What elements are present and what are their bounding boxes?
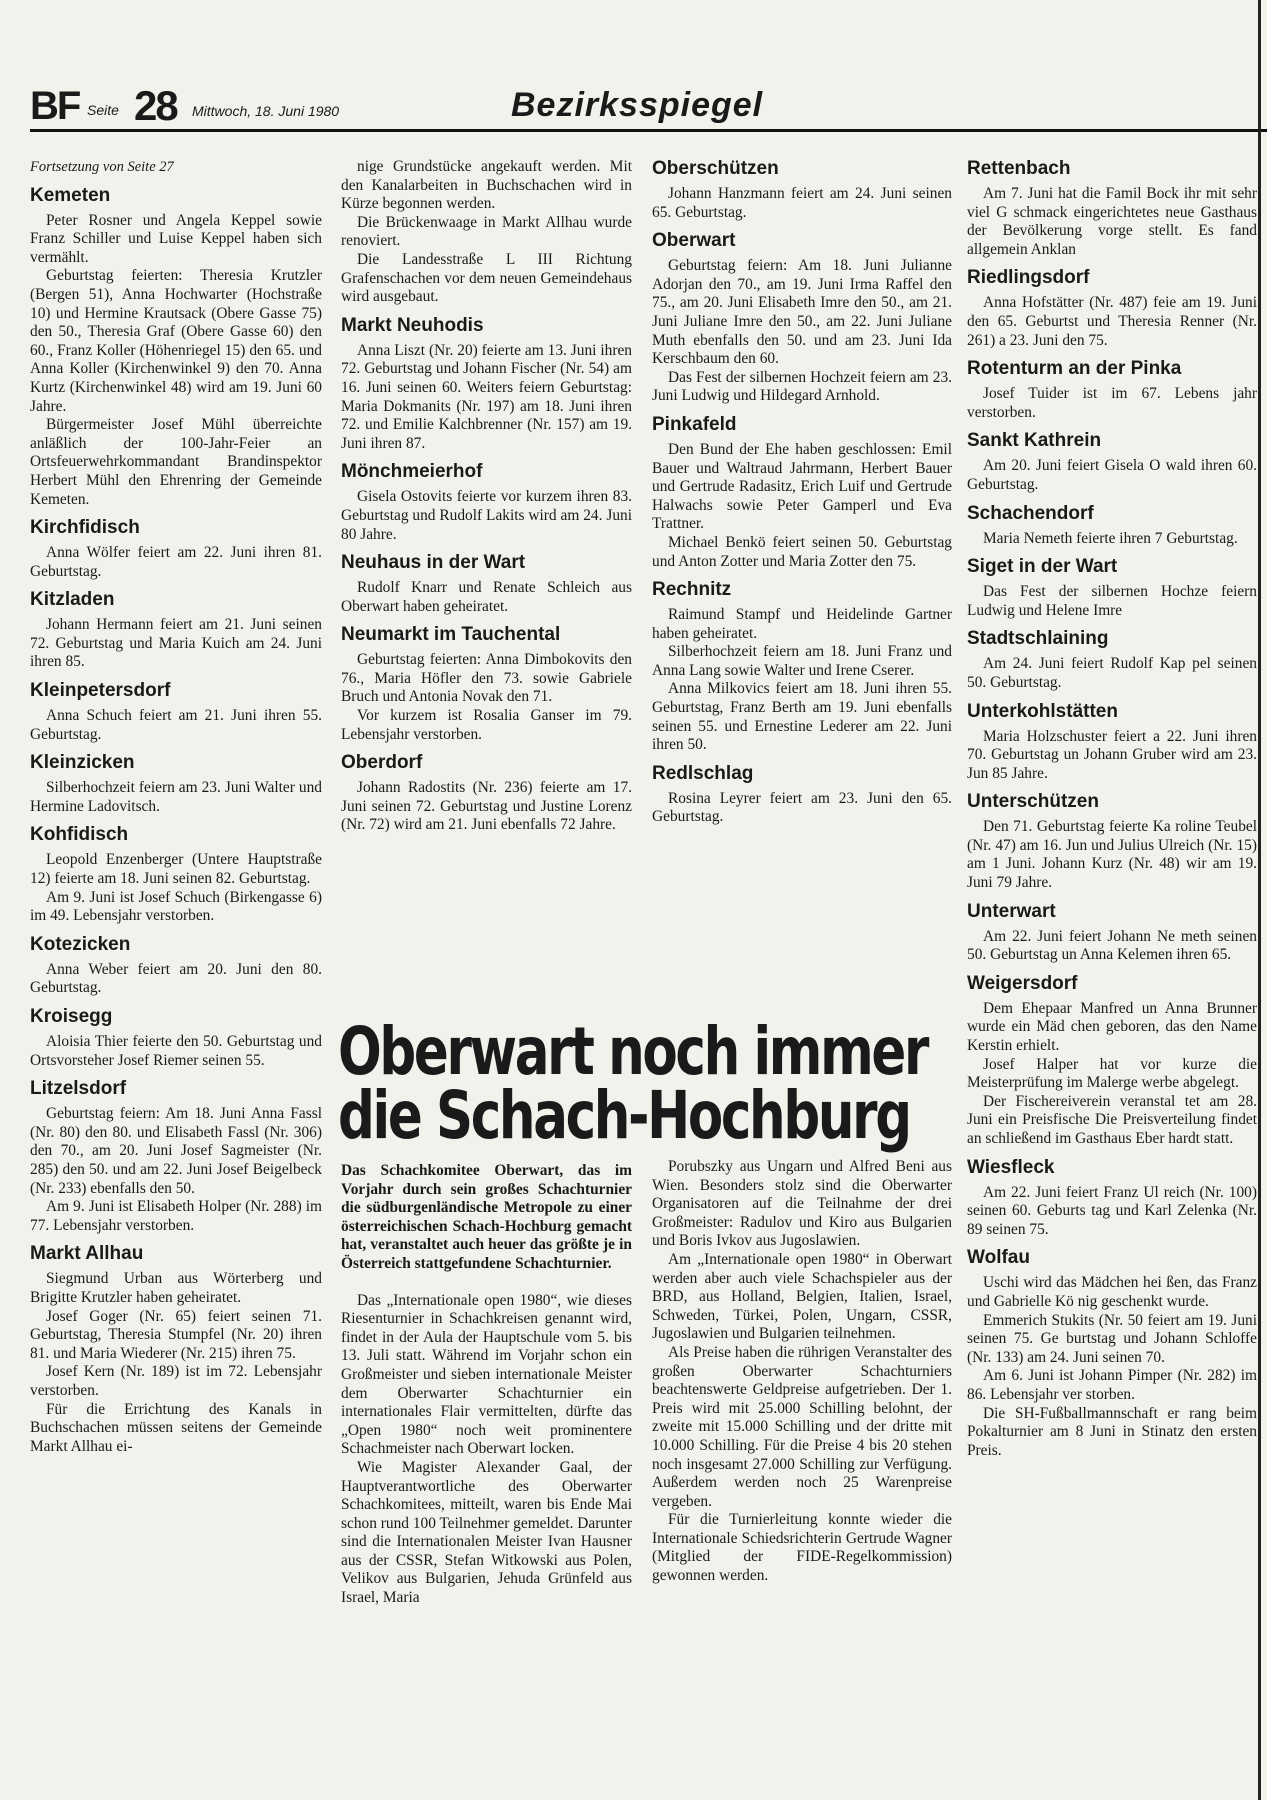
news-paragraph: Josef Tuider ist im 67. Lebens jahr verstorben. [967,385,1257,421]
masthead [30,82,1267,130]
news-paragraph: Johann Hermann feiert am 21. Juni seinen 72. Geburtstag und Maria Kuich am 24. Juni ihren 85. [30,616,322,671]
news-paragraph: Raimund Stampf und Heidelinde Gartner haben geheiratet. [652,606,952,642]
place-heading: Kotezicken [30,933,131,955]
place-heading: Kleinpetersdorf [30,680,171,702]
column-blocks [341,158,632,835]
place-heading: Wiesfleck [967,1156,1055,1178]
news-paragraph: Johann Radostits (Nr. 236) feierte am 17. Juni seinen 72. Geburtstag und Justine Lorenz (Nr. 72) wird am 21. Juni ebenfalls 72 Jahre. [341,779,632,834]
feature-paras [652,1158,952,1586]
news-paragraph: Rudolf Knarr und Renate Schleich aus Oberwart haben geheiratet. [341,579,632,615]
place-heading: Rechnitz [652,579,732,601]
feature-paragraph: Als Preise haben die rührigen Veranstalter des großen Oberwarter Schachturniers beachtenswerte Geldpreise aufgetrieben. Der 1. Preis wird mit 25.000 Schilling belohnt, der zweite mit 15.000 Schilling und der dritte mit 10.000 Schilling. Für die Preise 4 bis 20 stehen noch insgesamt 27.000 Schilling zur Verfügung. Außerdem werden noch 25 Warenpreise vergeben. [652,1343,952,1510]
news-paragraph: Am 22. Juni feiert Johann Ne meth seinen 50. Geburtstag un Anna Kelemen ihren 65. [967,927,1257,964]
page-label: Seite [87,102,119,118]
feature-headline [338,1013,928,1154]
news-paragraph: Den 71. Geburtstag feierte Ka roline Teubel (Nr. 47) am 16. Jun und Julius Ulreich (Nr. 15) am 1 Juni. Johann Kurz (Nr. 48) wir am 19. Juni 79 Jahre. [967,818,1257,892]
place-heading: Sankt Kathrein [967,430,1102,452]
place-heading: Unterschützen [967,791,1099,813]
feature-paragraph: Wie Magister Alexander Gaal, der Hauptverantwortliche des Oberwarter Schachkomitees, mitteilt, waren bis Ende Mai schon rund 100 Teilnehmer gemeldet. Darunter sind die Internationalen Meister Ivan Hausner aus der CSSR, Stefan Witkowski aus Polen, Velikov aus Bulgarien, Jehuda Grünfeld aus Israel, Maria [341,1458,632,1607]
news-paragraph: Josef Goger (Nr. 65) feiert seinen 71. Geburtstag, Theresia Stumpfel (Nr. 20) ihren 81. und Maria Wiederer (Nr. 215) ihren 75. [30,1307,322,1362]
place-heading: Redlschlag [652,762,754,784]
issue-date: Mittwoch, 18. Juni 1980 [192,103,340,119]
place-heading: Oberschützen [652,158,779,179]
news-paragraph: Maria Holzschuster feiert a 22. Juni ihren 70. Geburtstag un Johann Gruber wird am 23. Jun 85 Jahre. [967,727,1257,782]
news-paragraph: Josef Halper hat vor kurze die Meisterprüfung im Malerge werbe abgelegt. [967,1055,1257,1092]
feature-column-a [341,1162,632,1608]
news-paragraph: Michael Benkö feiert seinen 50. Geburtstag und Anton Zotter und Maria Zotter den 75. [652,533,952,570]
news-paragraph: Der Fischereiverein veranstal tet am 28. Juni ein Preisfische Die Preisverteilung findet an schließend im Gasthaus Eber hardt statt. [967,1092,1257,1147]
news-paragraph: Silberhochzeit feiern am 18. Juni Franz und Anna Lang sowie Walter und Irene Cserer. [652,643,952,679]
news-paragraph: Emmerich Stukits (Nr. 50 feiert am 19. Juni seinen 75. Ge burtstag und Johann Schloffe (Nr. 133) am 24. Juni seinen 70. [967,1311,1257,1366]
news-paragraph: Leopold Enzenberger (Untere Hauptstraße 12) feierte am 18. Juni seinen 82. Geburtstag. [30,851,322,888]
page-edge [1258,0,1261,1800]
news-paragraph: Johann Hanzmann feiert am 24. Juni seinen 65. Geburtstag. [652,185,952,221]
place-heading: Unterwart [967,900,1056,922]
place-heading: Oberdorf [341,752,423,774]
place-heading: Kirchfidisch [30,517,140,539]
headline-line-1: Oberwart noch immer [338,1013,928,1090]
place-heading: Kemeten [30,184,111,206]
column-blocks [30,185,322,1457]
news-paragraph: Am 22. Juni feiert Franz Ul reich (Nr. 100) seinen 60. Geburts tag und Karl Zelenka (Nr. 89 seinen 75. [967,1183,1257,1238]
place-heading: Weigersdorf [967,972,1078,994]
news-paragraph: Dem Ehepaar Manfred un Anna Brunner wurde ein Mäd chen geboren, das den Name Kerstin erhielt. [967,999,1257,1055]
feature-paragraph: Für die Turnierleitung konnte wieder die Internationale Schiedsrichterin Gertrude Wagner (Mitglied der FIDE-Regelkommission) gewonnen werden. [652,1511,952,1585]
place-heading: Neuhaus in der Wart [341,552,526,574]
place-heading: Mönchmeierhof [341,461,483,483]
news-paragraph: Anna Milkovics feiert am 18. Juni ihren 55. Geburtstag, Franz Berth am 19. Juni ebenfalls seinen 55. und Ernestine Lederer am 22. Juni ihren 50. [652,680,952,754]
news-paragraph: Geburtstag feierten: Anna Dimbokovits den 76., Maria Höfler den 73. sowie Gabriele Bruch und Antonia Novak den 71. [341,651,632,706]
news-paragraph: Am 20. Juni feiert Gisela O wald ihren 60. Geburtstag. [967,457,1257,493]
news-paragraph: Anna Weber feiert am 20. Juni den 80. Geburtstag. [30,960,322,997]
feature-lead: Das Schachkomitee Oberwart, das im Vorjahr durch sein großes Schachturnier die südburgenländische Metropole zu einer österreichischen Schach-Hochburg gemacht hat, veranstaltet auch heuer das größte je in Österreich stattgefundene Schachturnier. [341,1162,632,1272]
news-paragraph: Anna Hofstätter (Nr. 487) feie am 19. Juni den 65. Geburtst und Theresia Renner (Nr. 261) a 23. Juni den 75. [967,294,1257,349]
place-heading: Schachendorf [967,502,1094,524]
news-paragraph: Das Fest der silbernen Hochzeit feiern am 23. Juni Ludwig und Hildegard Arnhold. [652,368,952,405]
place-heading: Siget in der Wart [967,556,1118,578]
feature-column-b [652,1158,952,1586]
news-paragraph: Anna Schuch feiert am 21. Juni ihren 55. Geburtstag. [30,707,322,743]
place-heading: Kleinzicken [30,752,135,774]
news-paragraph: Die SH-Fußballmannschaft er rang beim Pokalturnier am 8 Juni in Stinatz den ersten Preis. [967,1404,1257,1459]
place-heading: Rotenturm an der Pinka [967,358,1182,380]
news-paragraph: Aloisia Thier feierte den 50. Geburtstag und Ortsvorsteher Josef Riemer seinen 55. [30,1033,322,1069]
news-paragraph: Bürgermeister Josef Mühl überreichte anläßlich der 100-Jahr-Feier an Ortsfeuerwehrkommandant Brandinspektor Herbert Mühl den Ehrenring der Gemeinde Kemeten. [30,416,322,508]
place-heading: Markt Allhau [30,1243,144,1265]
place-heading: Pinkafeld [652,413,737,435]
news-paragraph: Die Landesstraße L III Richtung Grafenschachen vor dem neuen Gemeindehaus wird ausgebaut. [341,250,632,306]
news-paragraph: Geburtstag feierten: Theresia Krutzler (Bergen 51), Anna Hochwarter (Hochstraße 10) und Hermine Krautsack (Obere Gasse 75) den 50., Theresia Graf (Obere Gasse 60) den 60., Franz Koller (Höhenriegel 15) den 65. und Anna Koller (Kirchenwinkel 9) den 70. Anna Kurtz (Kirchenwinkel 48) wird am 19. Juni 60 Jahre. [30,267,322,415]
section-title: Bezirksspiegel [511,86,764,124]
news-paragraph: Am 9. Juni ist Josef Schuch (Birkengasse 6) im 49. Lebensjahr verstorben. [30,888,322,925]
place-heading: Unterkohlstätten [967,700,1118,722]
news-paragraph: Am 7. Juni hat die Famil Bock ihr mit sehr viel G schmack eingerichtetes neue Gasthaus der Bevölkerung vorge stellt. Es fand allgemein Anklan [967,185,1257,258]
news-paragraph: Für die Errichtung des Kanals in Buchschachen müssen seitens der Gemeinde Markt Allhau ei- [30,1400,322,1455]
column-2 [341,158,632,835]
place-heading: Litzelsdorf [30,1078,127,1100]
continuation-note: Fortsetzung von Seite 27 [30,159,174,175]
news-paragraph: Am 9. Juni ist Elisabeth Holper (Nr. 288) im 77. Lebensjahr verstorben. [30,1198,322,1234]
masthead-rule [30,129,1267,132]
news-paragraph: Rosina Leyrer feiert am 23. Juni den 65. Geburtstag. [652,789,952,826]
news-paragraph: Maria Nemeth feierte ihren 7 Geburtstag. [983,529,1238,547]
headline-line-2: die Schach-Hochburg [338,1077,910,1154]
place-heading: Kroisegg [30,1006,113,1027]
news-paragraph: Uschi wird das Mädchen hei ßen, das Franz und Gabrielle Kö nig geschenkt wurde. [967,1274,1257,1310]
place-heading: Stadtschlaining [967,628,1109,650]
feature-paras [341,1292,632,1608]
news-paragraph: Vor kurzem ist Rosalia Ganser im 79. Lebensjahr verstorben. [341,707,632,743]
news-paragraph: Silberhochzeit feiern am 23. Juni Walter und Hermine Ladovitsch. [30,779,322,815]
place-heading: Riedlingsdorf [967,267,1090,289]
paper-logo: BF [30,84,80,128]
place-heading: Rettenbach [967,158,1071,179]
feature-paragraph: Das „Internationale open 1980“, wie dieses Riesenturnier in Schachkreisen genannt wird, findet in der Aula der Hauptschule vom 5. bis 13. Juli statt. Während im Vorjahr schon ein Großmeister und sieben internationale Meister dem Oberwarter Schachturnier ein internationales Flair vermittelten, dürfte das „Open 1980“ noch weit prominentere Schachmeister nach Oberwart locken. [341,1291,632,1458]
place-heading: Wolfau [967,1247,1030,1269]
news-paragraph: nige Grundstücke angekauft werden. Mit den Kanalarbeiten in Buchschachen wird in Kürze begonnen werden. [341,158,632,213]
column-4 [967,158,1257,1788]
place-heading: Kohfidisch [30,824,129,846]
news-paragraph: Anna Wölfer feiert am 22. Juni ihren 81. Geburtstag. [30,544,322,580]
news-paragraph: Den Bund der Ehe haben geschlossen: Emil Bauer und Waltraud Jahrmann, Herbert Bauer und Gertrude Radasitz, Erich Luif und Gertrude Halwachs sowie Peter Gamperl und Eva Trattner. [652,440,952,533]
feature-paragraph: Am „Internationale open 1980“ in Oberwart werden aber auch viele Schachspieler aus der BRD, aus Holland, Belgien, Italien, Israel, Schweden, Türkei, Polen, Ungarn, CSSR, Jugoslawien und Bulgarien teilnehmen. [652,1250,952,1343]
place-heading: Neumarkt im Tauchental [341,624,561,646]
news-paragraph: Geburtstag feiern: Am 18. Juni Anna Fassl (Nr. 80) den 80. und Elisabeth Fassl (Nr. 306) den 70., am 20. Juni Josef Sagmeister (Nr. 285) den 50. und am 22. Juni Josef Beigelbeck (Nr. 233) ebenfalls den 50. [30,1105,322,1197]
news-paragraph: Anna Liszt (Nr. 20) feierte am 13. Juni ihren 72. Geburtstag und Johann Fischer (Nr. 54) am 16. Juni seinen 60. Weiters feiern Geburtstag: Maria Dokmanits (Nr. 197) am 18. Juni ihren 72. und Emilie Kalchbrenner (Nr. 157) am 19. Juni ihren 87. [341,341,632,452]
news-paragraph: Gisela Ostovits feierte vor kurzem ihren 83. Geburtstag und Rudolf Lakits wird am 24. Juni 80 Jahre. [341,488,632,543]
place-heading: Kitzladen [30,589,115,611]
news-paragraph: Am 6. Juni ist Johann Pimper (Nr. 282) im 86. Lebensjahr ver storben. [967,1367,1257,1403]
column-blocks [652,158,952,827]
news-paragraph: Am 24. Juni feiert Rudolf Kap pel seinen 50. Geburtstag. [967,655,1257,691]
news-paragraph: Josef Kern (Nr. 189) ist im 72. Lebensjahr verstorben. [30,1363,322,1399]
column-blocks [967,158,1257,1460]
news-paragraph: Das Fest der silbernen Hochze feiern Ludwig und Helene Imre [967,583,1257,619]
column-1 [30,158,322,1456]
place-heading: Oberwart [652,230,736,252]
feature-paragraph: Porubszky aus Ungarn und Alfred Beni aus Wien. Besonders stolz sind die Oberwarter Organisatoren auf die Teilnahme der drei Großmeister: Radulov und Kiro aus Bulgarien und Boris Ivkov aus Jugoslawien. [652,1158,952,1250]
news-paragraph: Peter Rosner und Angela Keppel sowie Franz Schiller und Luise Keppel haben sich vermählt. [30,211,322,266]
place-heading: Markt Neuhodis [341,314,484,336]
page-number: 28 [134,82,177,129]
news-paragraph: Geburtstag feiern: Am 18. Juni Julianne Adorjan den 70., am 19. Juni Irma Raffel den 75., am 20. Juni Elisabeth Imre den 50., am 21. Juni Juliane Imre den 50., am 22. Juni Juliane Muth ebenfalls den 50. und am 23. Juni Ida Kerschbaum den 60. [652,257,952,368]
news-paragraph: Siegmund Urban aus Wörterberg und Brigitte Krutzler haben geheiratet. [30,1270,322,1306]
column-3 [652,158,952,827]
news-paragraph: Die Brückenwaage in Markt Allhau wurde renoviert. [341,213,632,250]
